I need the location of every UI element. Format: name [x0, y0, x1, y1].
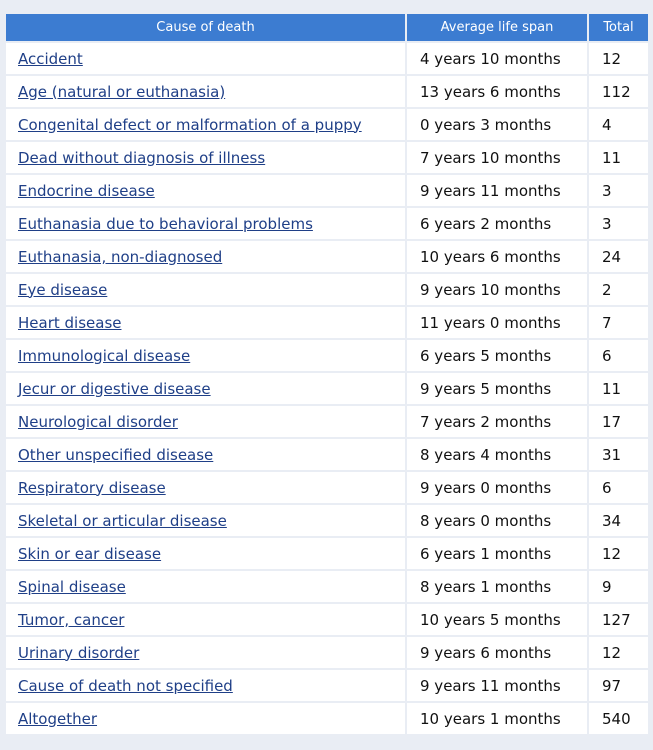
cause-cell: [6, 43, 405, 74]
total-cell: 4: [589, 109, 648, 140]
total-cell: 12: [589, 637, 648, 668]
cause-link[interactable]: Heart disease: [18, 313, 122, 332]
total-cell: 6: [589, 472, 648, 503]
table-row: [6, 340, 648, 371]
table-row: [6, 439, 648, 470]
cause-cell: [6, 142, 405, 173]
total-cell: 12: [589, 43, 648, 74]
cause-cell: [6, 637, 405, 668]
total-cell: 11: [589, 142, 648, 173]
table-row: [6, 670, 648, 701]
cause-cell: [6, 439, 405, 470]
total-cell: 97: [589, 670, 648, 701]
cause-link[interactable]: Skeletal or articular disease: [18, 511, 227, 530]
table-row: [6, 406, 648, 437]
header-total: Total: [589, 14, 648, 41]
total-cell: 6: [589, 340, 648, 371]
cause-of-death-table-container: [4, 12, 648, 736]
total-cell: 7: [589, 307, 648, 338]
cause-link[interactable]: Spinal disease: [18, 577, 126, 596]
cause-link[interactable]: Cause of death not specified: [18, 676, 233, 695]
total-cell: 112: [589, 76, 648, 107]
cause-of-death-table: [4, 12, 650, 736]
table-row: [6, 76, 648, 107]
total-cell: 9: [589, 571, 648, 602]
cause-cell: [6, 340, 405, 371]
cause-link[interactable]: Skin or ear disease: [18, 544, 162, 563]
table-row: [6, 142, 648, 173]
table-row: [6, 703, 648, 734]
total-cell: 31: [589, 439, 648, 470]
cause-link[interactable]: Accident: [18, 49, 83, 68]
table-row: [6, 571, 648, 602]
life-span-cell: 13 years 6 months: [407, 76, 587, 107]
cause-cell: [6, 274, 405, 305]
total-cell: 540: [589, 703, 648, 734]
cause-link[interactable]: Respiratory disease: [18, 478, 166, 497]
cause-link[interactable]: Tumor, cancer: [18, 610, 125, 629]
total-cell: 3: [589, 175, 648, 206]
cause-cell: [6, 703, 405, 734]
cause-cell: [6, 604, 405, 635]
cause-link[interactable]: Eye disease: [18, 280, 108, 299]
life-span-cell: 10 years 5 months: [407, 604, 587, 635]
cause-link[interactable]: Urinary disorder: [18, 643, 140, 662]
life-span-cell: 9 years 10 months: [407, 274, 587, 305]
cause-cell: [6, 538, 405, 569]
life-span-cell: 7 years 10 months: [407, 142, 587, 173]
table-row: [6, 637, 648, 668]
cause-link[interactable]: Jecur or digestive disease: [18, 379, 211, 398]
table-row: [6, 274, 648, 305]
life-span-cell: 8 years 0 months: [407, 505, 587, 536]
table-body: [6, 43, 648, 734]
total-cell: 2: [589, 274, 648, 305]
total-cell: 34: [589, 505, 648, 536]
table-row: [6, 373, 648, 404]
life-span-cell: 6 years 2 months: [407, 208, 587, 239]
cause-link[interactable]: Immunological disease: [18, 346, 191, 365]
cause-link[interactable]: Altogether: [18, 709, 98, 728]
life-span-cell: 8 years 4 months: [407, 439, 587, 470]
cause-cell: [6, 208, 405, 239]
life-span-cell: 6 years 1 months: [407, 538, 587, 569]
life-span-cell: 0 years 3 months: [407, 109, 587, 140]
table-row: [6, 109, 648, 140]
cause-link[interactable]: Euthanasia, non-diagnosed: [18, 247, 223, 266]
life-span-cell: 9 years 11 months: [407, 670, 587, 701]
total-cell: 17: [589, 406, 648, 437]
total-cell: 12: [589, 538, 648, 569]
header-cause-of-death: Cause of death: [6, 14, 405, 41]
life-span-cell: 11 years 0 months: [407, 307, 587, 338]
cause-cell: [6, 472, 405, 503]
header-average-life-span: Average life span: [407, 14, 587, 41]
life-span-cell: 10 years 1 months: [407, 703, 587, 734]
total-cell: 127: [589, 604, 648, 635]
life-span-cell: 9 years 6 months: [407, 637, 587, 668]
cause-cell: [6, 241, 405, 272]
life-span-cell: 9 years 0 months: [407, 472, 587, 503]
total-cell: 3: [589, 208, 648, 239]
cause-link[interactable]: Endocrine disease: [18, 181, 155, 200]
cause-cell: [6, 406, 405, 437]
table-row: [6, 505, 648, 536]
cause-cell: [6, 505, 405, 536]
table-row: [6, 472, 648, 503]
table-row: [6, 208, 648, 239]
cause-link[interactable]: Neurological disorder: [18, 412, 178, 431]
life-span-cell: 7 years 2 months: [407, 406, 587, 437]
table-row: [6, 43, 648, 74]
table-row: [6, 175, 648, 206]
life-span-cell: 4 years 10 months: [407, 43, 587, 74]
life-span-cell: 9 years 5 months: [407, 373, 587, 404]
cause-cell: [6, 670, 405, 701]
table-row: [6, 538, 648, 569]
cause-cell: [6, 109, 405, 140]
cause-cell: [6, 175, 405, 206]
cause-link[interactable]: Euthanasia due to behavioral problems: [18, 214, 313, 233]
cause-cell: [6, 76, 405, 107]
life-span-cell: 6 years 5 months: [407, 340, 587, 371]
cause-link[interactable]: Other unspecified disease: [18, 445, 214, 464]
total-cell: 11: [589, 373, 648, 404]
life-span-cell: 10 years 6 months: [407, 241, 587, 272]
cause-link[interactable]: Age (natural or euthanasia): [18, 82, 226, 101]
life-span-cell: 8 years 1 months: [407, 571, 587, 602]
cause-cell: [6, 373, 405, 404]
table-row: [6, 604, 648, 635]
cause-link[interactable]: Dead without diagnosis of illness: [18, 148, 266, 167]
table-row: [6, 241, 648, 272]
cause-link[interactable]: Congenital defect or malformation of a puppy: [18, 115, 362, 134]
cause-cell: [6, 307, 405, 338]
cause-cell: [6, 571, 405, 602]
life-span-cell: 9 years 11 months: [407, 175, 587, 206]
table-header-row: [6, 14, 648, 41]
total-cell: 24: [589, 241, 648, 272]
table-row: [6, 307, 648, 338]
